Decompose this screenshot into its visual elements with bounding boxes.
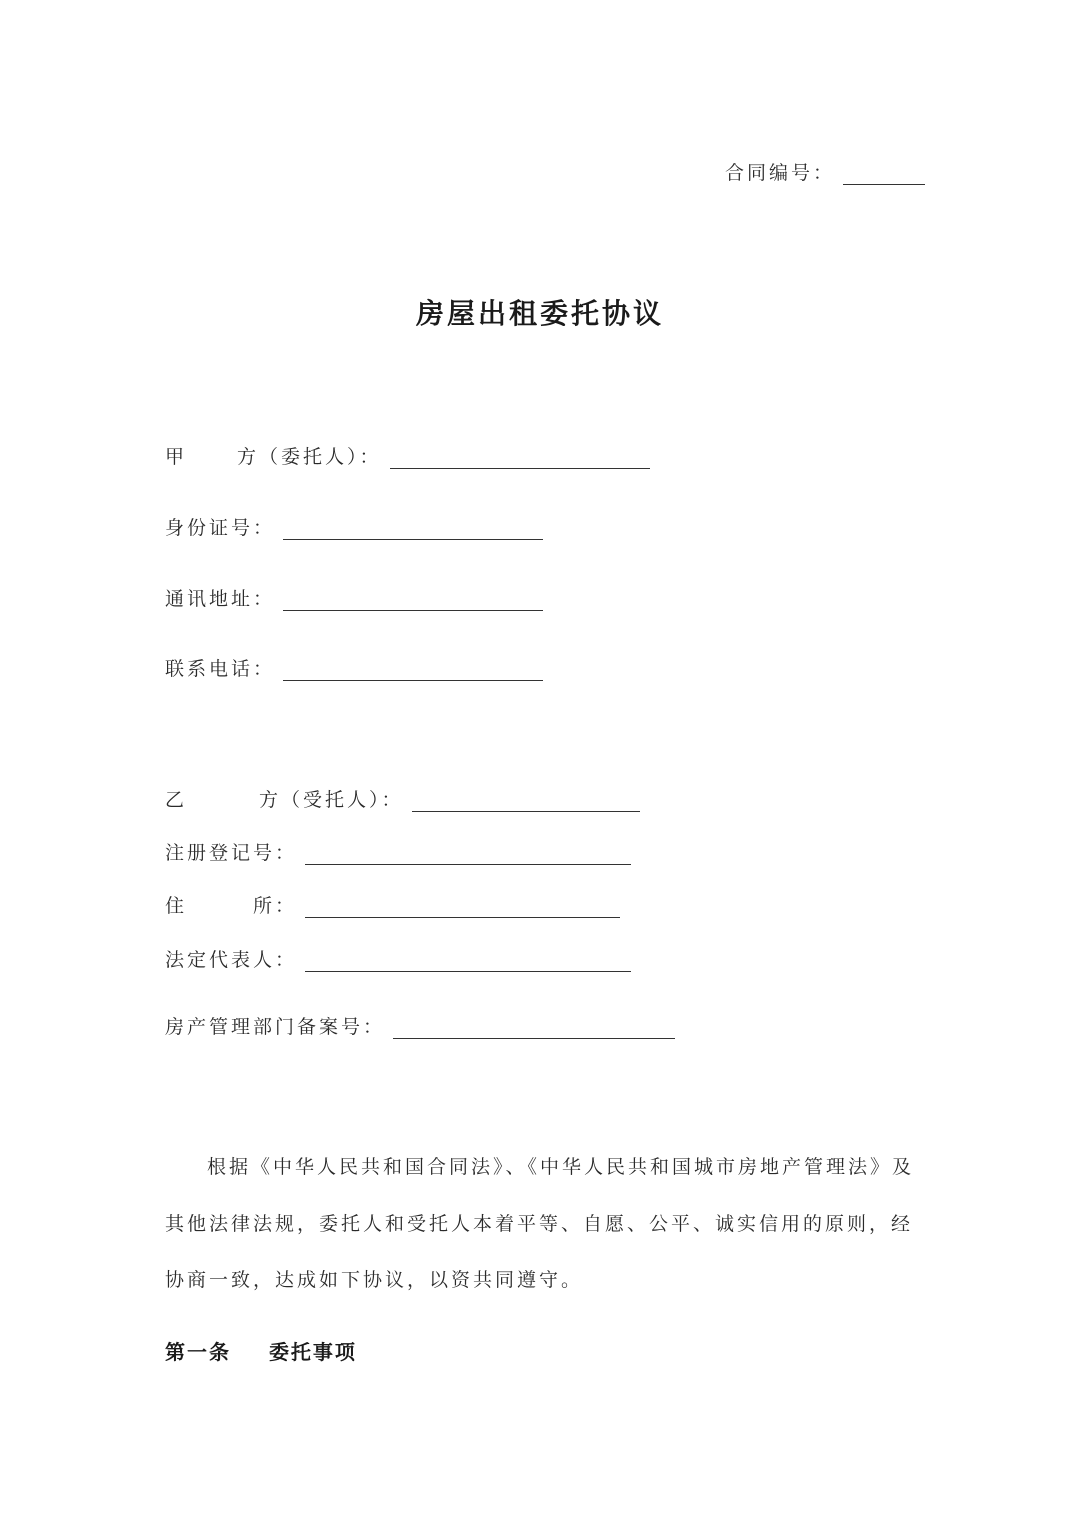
party-b-domicile-label-rest: 所： [253,895,298,917]
section-1-title: 委托事项 [268,1340,357,1364]
party-b-domicile-field[interactable] [305,895,620,918]
party-a-phone-label: 联系电话： [165,658,276,680]
party-b-legal-rep-row [165,945,631,972]
intro-line-2: 其他法律法规，委托人和受托人本着平等、自愿、公平、诚实信用的原则，经 [165,1213,914,1235]
party-a-label-char: 甲 [165,446,188,468]
contract-number-row [725,158,925,185]
party-b-record-field[interactable] [393,1016,675,1039]
party-b-reg-field[interactable] [305,842,631,865]
party-b-domicile-label-char: 住 [165,895,188,917]
party-a-address-label: 通讯地址： [165,588,276,610]
party-b-record-label: 房产管理部门备案号： [165,1016,386,1038]
party-a-label-rest: 方（委托人）： [237,446,382,468]
section-1-number: 第一条 [165,1340,231,1364]
party-a-name-field[interactable] [390,446,650,469]
party-b-reg-row [165,838,631,865]
contract-number-label: 合同编号： [725,162,836,184]
party-b-label-rest: 方（受托人）： [259,789,404,811]
party-b-name-field[interactable] [412,789,640,812]
party-b-record-row [165,1012,675,1039]
intro-line-3: 协商一致，达成如下协议，以资共同遵守。 [165,1269,584,1291]
party-a-id-field[interactable] [283,517,543,540]
party-a-id-row [165,513,543,540]
party-b-legal-rep-field[interactable] [305,949,631,972]
party-a-phone-row [165,654,543,681]
party-a-phone-field[interactable] [283,658,543,681]
contract-number-field[interactable] [843,162,925,185]
party-b-domicile-row [165,891,620,918]
party-b-name-row [165,785,640,812]
party-a-address-field[interactable] [283,588,543,611]
document-title: 房屋出租委托协议 [415,297,664,330]
party-a-address-row [165,584,543,611]
party-b-reg-label: 注册登记号： [165,842,298,864]
party-a-id-label: 身份证号： [165,517,276,539]
party-a-name-row [165,442,650,469]
party-b-legal-rep-label: 法定代表人： [165,949,298,971]
section-1-heading [165,1336,357,1365]
party-b-label-char: 乙 [165,789,188,811]
intro-line-1: 根据《中华人民共和国合同法》、《中华人民共和国城市房地产管理法》及 [207,1156,915,1178]
